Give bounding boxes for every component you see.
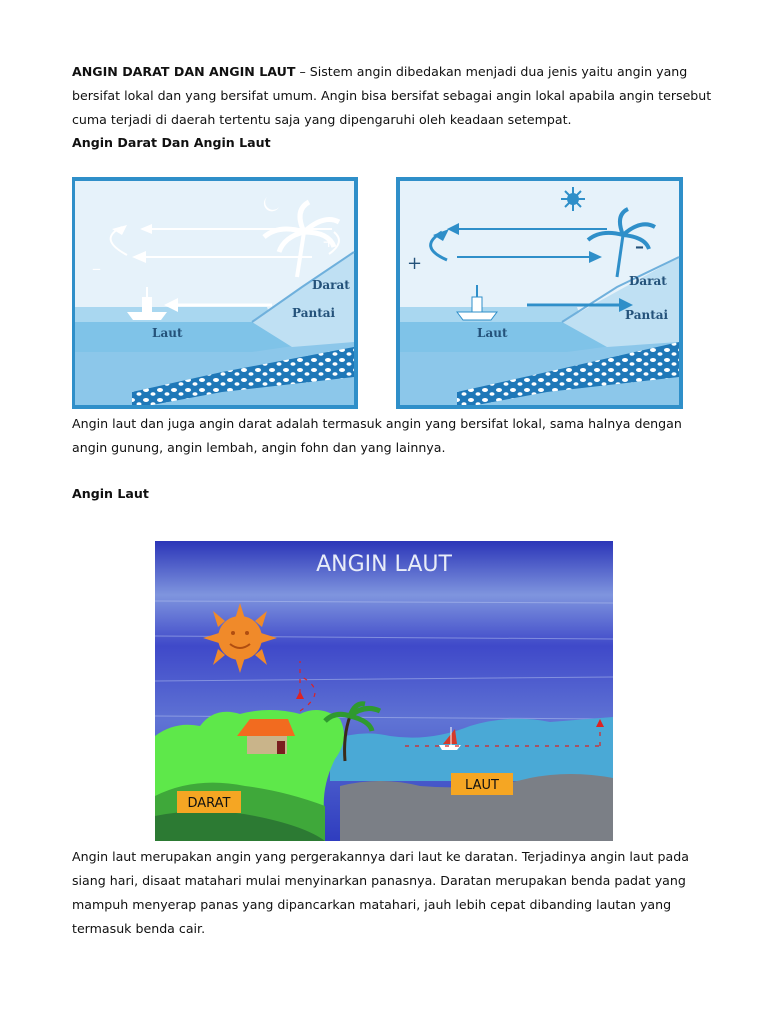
heading-angin-laut: Angin Laut [72, 486, 149, 501]
heading-angin-darat-dan-angin-laut: Angin Darat Dan Angin Laut [72, 135, 271, 150]
figure-title: ANGIN LAUT [316, 552, 452, 577]
label-darat-right: Darat [629, 274, 667, 288]
label-laut: LAUT [465, 778, 499, 793]
paragraph-local-winds: Angin laut dan juga angin darat adalah termasuk angin yang bersifat lokal, sama halnya dengan angin gunung, angin lembah, angin fohn dan yang lainnya. [72, 416, 682, 455]
intro-paragraph [72, 60, 712, 132]
sun-icon [203, 603, 277, 673]
label-laut-right: Laut [477, 326, 508, 340]
label-darat: DARAT [187, 796, 231, 811]
label-laut-left: Laut [152, 326, 183, 340]
intro-text: – Sistem angin dibedakan menjadi dua jenis yaitu angin yang bersifat lokal dan yang bersifat umum. Angin bisa bersifat sebagai angin lokal apabila angin tersebut cuma terjadi di daerah tertentu saja yang dipengaruhi oleh keadaan setempat. [72, 64, 712, 127]
intro-lead: ANGIN DARAT DAN ANGIN LAUT [72, 64, 296, 79]
sign-land-left: + [322, 232, 336, 251]
land-breeze-panel [73, 179, 356, 407]
land-sea-breeze-diagram [72, 177, 684, 409]
label-pantai-left: Pantai [292, 306, 336, 320]
sign-sea-left: – [92, 258, 101, 279]
sign-sea-right: + [407, 253, 423, 274]
paragraph-sea-breeze: Angin laut merupakan angin yang pergerakannya dari laut ke daratan. Terjadinya angin laut pada siang hari, disaat matahari mulai menyinarkan panasnya. Daratan merupakan benda padat yang mampuh menyerap panas yang dipancarkan matahari, jauh lebih cepat dibanding lautan yang termasuk benda cair. [72, 849, 689, 936]
label-darat-left: Darat [312, 278, 350, 292]
sea-breeze-panel [398, 179, 681, 407]
sea-breeze-illustration [155, 541, 613, 841]
sign-land-right: – [635, 236, 644, 257]
label-pantai-right: Pantai [625, 308, 669, 322]
